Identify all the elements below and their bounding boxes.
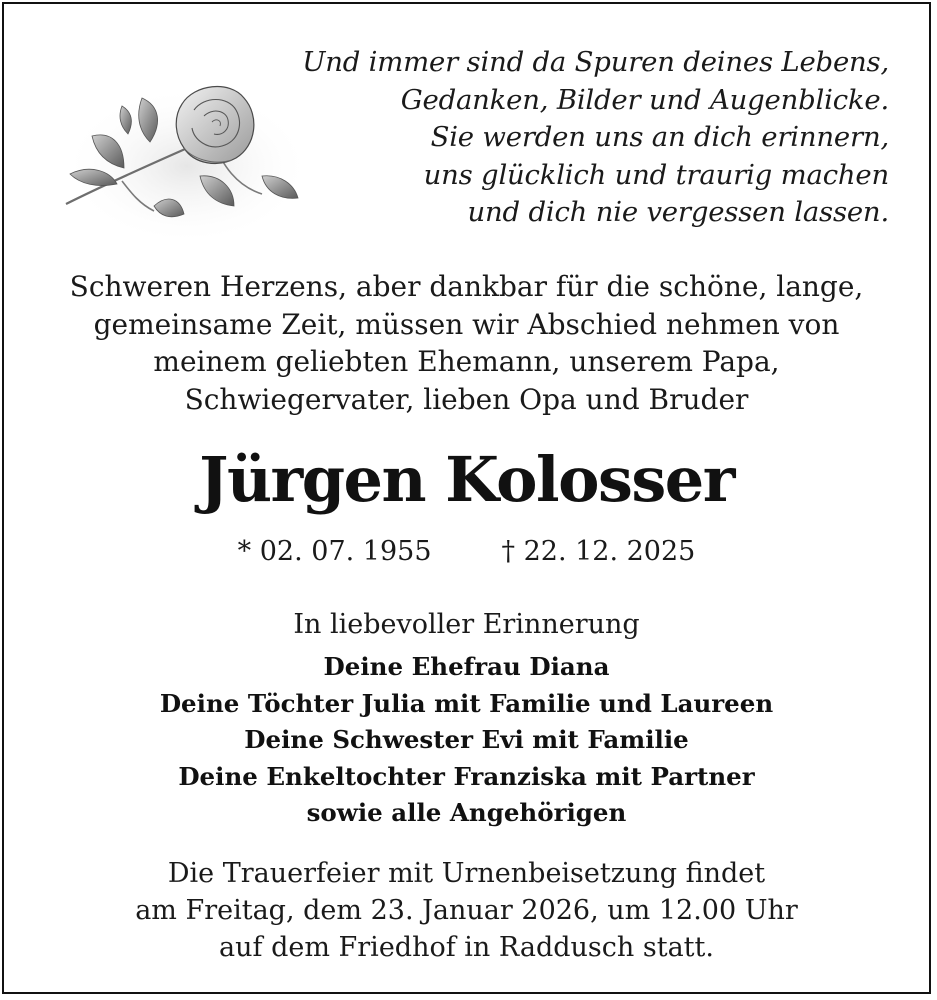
- intro-line: meinem geliebten Ehemann, unserem Papa,: [153, 345, 780, 378]
- poem-line: Gedanken, Bilder und Augenblicke.: [400, 83, 889, 116]
- death-date: † 22. 12. 2025: [501, 536, 696, 567]
- intro-line: Schweren Herzens, aber dankbar für die schöne, lange,: [69, 270, 864, 303]
- mourner: sowie alle Angehörigen: [306, 798, 627, 827]
- birth-date: * 02. 07. 1955: [237, 536, 432, 567]
- funeral-details: [4, 855, 929, 966]
- poem-line: und dich nie vergessen lassen.: [467, 196, 889, 228]
- funeral-line: Die Trauerfeier mit Urnenbeisetzung findet: [167, 858, 766, 889]
- mourners-list: [4, 649, 929, 832]
- deceased-name: Jürgen Kolosser: [199, 443, 734, 516]
- funeral-line: am Freitag, dem 23. Januar 2026, um 12.00 Uhr: [135, 895, 798, 926]
- poem-line: uns glücklich und traurig machen: [423, 158, 889, 191]
- poem: [249, 44, 889, 232]
- intro-line: gemeinsame Zeit, müssen wir Abschied nehmen von: [93, 307, 840, 341]
- mourner: Deine Ehefrau Diana: [323, 652, 610, 681]
- life-dates: [4, 534, 929, 570]
- poem-line: Und immer sind da Spuren deines Lebens,: [302, 46, 889, 78]
- mourner: Deine Töchter Julia mit Familie und Laureen: [159, 688, 774, 718]
- funeral-line: auf dem Friedhof in Raddusch statt.: [219, 932, 714, 963]
- mourner: Deine Enkeltochter Franziska mit Partner: [178, 761, 755, 791]
- mourner: Deine Schwester Evi mit Familie: [244, 725, 689, 754]
- intro-line: Schwiegervater, lieben Opa und Bruder: [184, 382, 749, 416]
- poem-line: Sie werden uns an dich erinnern,: [430, 121, 889, 153]
- obituary-notice: [2, 2, 931, 994]
- intro-text: [4, 268, 929, 418]
- memory-line: In liebevoller Erinnerung: [293, 609, 640, 640]
